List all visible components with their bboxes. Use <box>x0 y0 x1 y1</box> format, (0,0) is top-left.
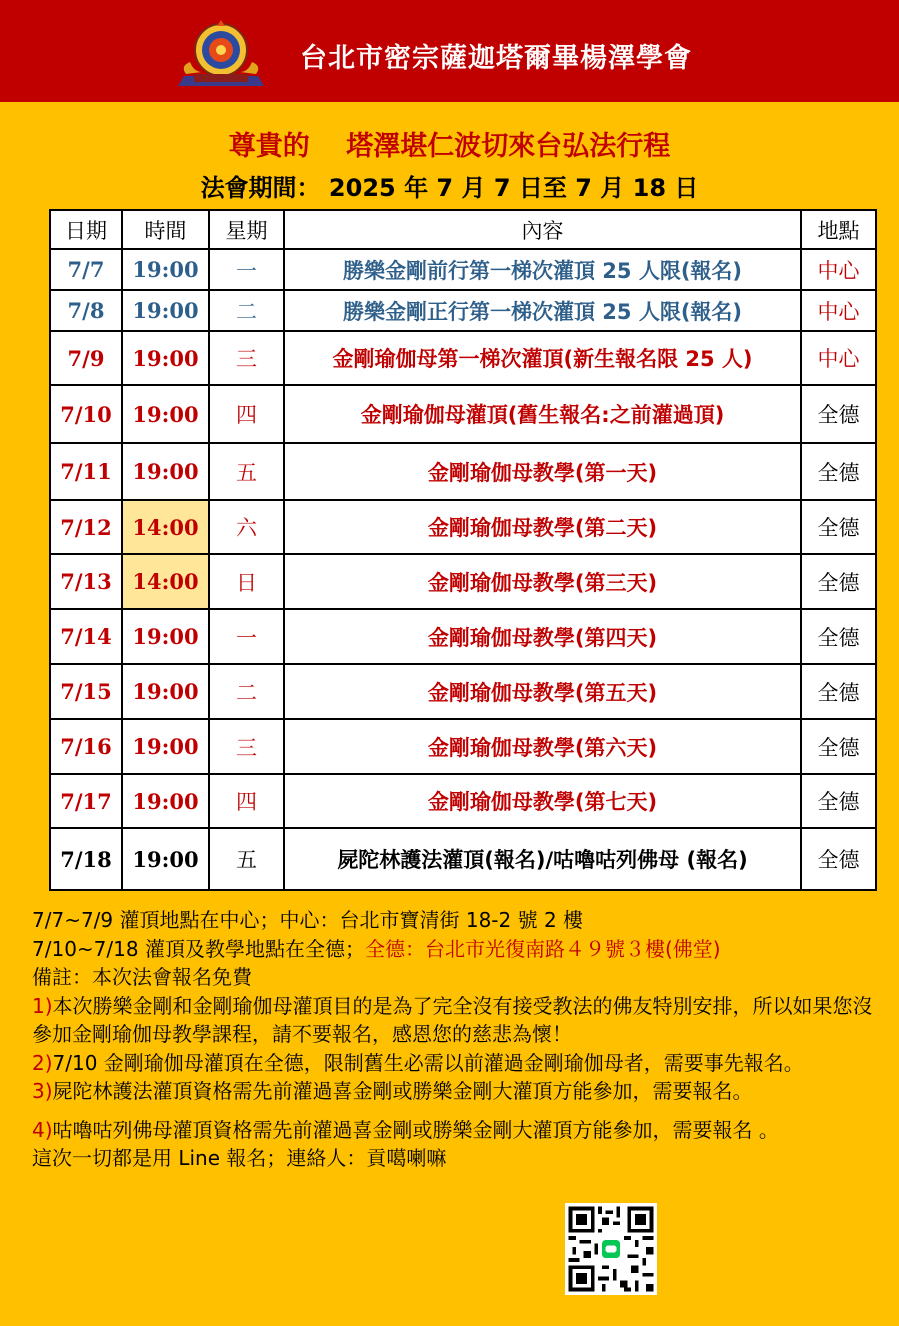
note-text: 咕嚕咕列佛母灌頂資格需先前灌過喜金剛或勝樂金剛大灌頂方能參加，需要報名 。 <box>52 1117 779 1142</box>
cell-content: 金剛瑜伽母第一梯次灌頂(新生報名限 25 人) <box>284 331 801 385</box>
col-header-date: 日期 <box>50 210 122 249</box>
cell-time: 19:00 <box>122 385 209 443</box>
remark-note: 備註：本次法會報名免費 <box>32 965 252 989</box>
cell-location: 全德 <box>801 774 876 828</box>
cell-date: 7/9 <box>50 331 122 385</box>
cell-weekday: 一 <box>209 249 284 290</box>
cell-weekday: 三 <box>209 331 284 385</box>
notes-section <box>32 906 877 1173</box>
note-item-4 <box>32 1116 877 1145</box>
cell-weekday: 日 <box>209 554 284 609</box>
venue-note-quande <box>32 935 877 964</box>
table-row <box>50 290 876 331</box>
cell-location: 全德 <box>801 664 876 719</box>
line-qr-code-icon <box>565 1203 657 1295</box>
cell-content: 金剛瑜伽母教學(第六天) <box>284 719 801 774</box>
note-item-1 <box>32 992 877 1049</box>
table-row <box>50 500 876 554</box>
venue-address: 全德：台北市光復南路４９號３樓(佛堂) <box>364 936 721 961</box>
cell-time: 19:00 <box>122 664 209 719</box>
schedule-rows <box>50 249 876 890</box>
cell-date: 7/13 <box>50 554 122 609</box>
cell-time: 19:00 <box>122 249 209 290</box>
cell-weekday: 六 <box>209 500 284 554</box>
table-row <box>50 554 876 609</box>
cell-time: 19:00 <box>122 719 209 774</box>
organization-name: 台北市密宗薩迦塔爾畢楊澤學會 <box>300 43 692 74</box>
cell-weekday: 二 <box>209 664 284 719</box>
cell-time: 19:00 <box>122 331 209 385</box>
note-number: 4) <box>32 1117 53 1142</box>
cell-date: 7/18 <box>50 828 122 890</box>
cell-weekday: 三 <box>209 719 284 774</box>
cell-location: 全德 <box>801 719 876 774</box>
header-bar <box>0 0 899 102</box>
col-header-weekday: 星期 <box>209 210 284 249</box>
cell-location: 全德 <box>801 609 876 664</box>
col-header-location: 地點 <box>801 210 876 249</box>
schedule-table <box>49 209 877 891</box>
cell-time: 19:00 <box>122 609 209 664</box>
note-text: 7/10 金剛瑜伽母灌頂在全德，限制舊生必需以前灌過金剛瑜伽母者，需要事先報名。 <box>52 1050 804 1075</box>
table-row <box>50 828 876 890</box>
cell-time: 19:00 <box>122 828 209 890</box>
note-text: 屍陀林護法灌頂資格需先前灌過喜金剛或勝樂金剛大灌頂方能參加，需要報名。 <box>52 1079 753 1103</box>
cell-location: 全德 <box>801 443 876 500</box>
cell-date: 7/16 <box>50 719 122 774</box>
cell-content: 金剛瑜伽母教學(第七天) <box>284 774 801 828</box>
cell-content: 金剛瑜伽母教學(第一天) <box>284 443 801 500</box>
cell-content: 金剛瑜伽母教學(第四天) <box>284 609 801 664</box>
col-header-content: 內容 <box>284 210 801 249</box>
event-period: 法會期間： 2025 年 7 月 7 日至 7 月 18 日 <box>200 174 699 202</box>
cell-content: 屍陀林護法灌頂(報名)/咕嚕咕列佛母 (報名) <box>284 828 801 890</box>
table-row <box>50 774 876 828</box>
note-item-3 <box>32 1077 877 1106</box>
cell-location: 全德 <box>801 500 876 554</box>
cell-weekday: 一 <box>209 609 284 664</box>
cell-weekday: 五 <box>209 443 284 500</box>
cell-weekday: 五 <box>209 828 284 890</box>
cell-date: 7/10 <box>50 385 122 443</box>
col-header-time: 時間 <box>122 210 209 249</box>
cell-time: 19:00 <box>122 443 209 500</box>
cell-location: 中心 <box>801 290 876 331</box>
cell-date: 7/14 <box>50 609 122 664</box>
cell-weekday: 四 <box>209 385 284 443</box>
table-row <box>50 331 876 385</box>
cell-weekday: 四 <box>209 774 284 828</box>
cell-date: 7/7 <box>50 249 122 290</box>
cell-content: 金剛瑜伽母教學(第五天) <box>284 664 801 719</box>
cell-time: 19:00 <box>122 774 209 828</box>
cell-time: 19:00 <box>122 290 209 331</box>
cell-content: 金剛瑜伽母灌頂(舊生報名:之前灌過頂) <box>284 385 801 443</box>
cell-date: 7/12 <box>50 500 122 554</box>
cell-time: 14:00 <box>122 500 209 554</box>
table-row <box>50 719 876 774</box>
note-text: 本次勝樂金剛和金剛瑜伽母灌頂目的是為了完全沒有接受教法的佛友特別安排，所以如果您沒參加金剛瑜伽母教學課程，請不要報名，感恩您的慈悲為懷！ <box>32 993 873 1046</box>
cell-weekday: 二 <box>209 290 284 331</box>
note-number: 1) <box>32 993 53 1018</box>
table-row <box>50 249 876 290</box>
note-item-2 <box>32 1049 877 1078</box>
cell-date: 7/11 <box>50 443 122 500</box>
cell-location: 中心 <box>801 331 876 385</box>
venue-note-center: 7/7~7/9 灌頂地點在中心；中心：台北市寶清街 18-2 號 2 樓 <box>32 908 584 932</box>
table-header-row <box>50 210 876 249</box>
cell-date: 7/17 <box>50 774 122 828</box>
cell-content: 金剛瑜伽母教學(第三天) <box>284 554 801 609</box>
cell-date: 7/8 <box>50 290 122 331</box>
cell-date: 7/15 <box>50 664 122 719</box>
note-number: 3) <box>32 1079 53 1103</box>
page-title: 尊貴的 塔澤堪仁波切來台弘法行程 <box>228 131 671 162</box>
cell-location: 全德 <box>801 828 876 890</box>
note-number: 2) <box>32 1050 53 1075</box>
table-row <box>50 443 876 500</box>
table-row <box>50 385 876 443</box>
cell-content: 勝樂金剛正行第一梯次灌頂 25 人限(報名) <box>284 290 801 331</box>
table-row <box>50 664 876 719</box>
cell-location: 全德 <box>801 554 876 609</box>
venue-note-prefix: 7/10~7/18 灌頂及教學地點在全德； <box>32 936 365 961</box>
cell-content: 勝樂金剛前行第一梯次灌頂 25 人限(報名) <box>284 249 801 290</box>
cell-time: 14:00 <box>122 554 209 609</box>
table-row <box>50 609 876 664</box>
seal-emblem-icon <box>176 16 266 90</box>
cell-location: 全德 <box>801 385 876 443</box>
cell-location: 中心 <box>801 249 876 290</box>
cell-content: 金剛瑜伽母教學(第二天) <box>284 500 801 554</box>
contact-note: 這次一切都是用 Line 報名；連絡人：貢噶喇嘛 <box>32 1146 447 1170</box>
